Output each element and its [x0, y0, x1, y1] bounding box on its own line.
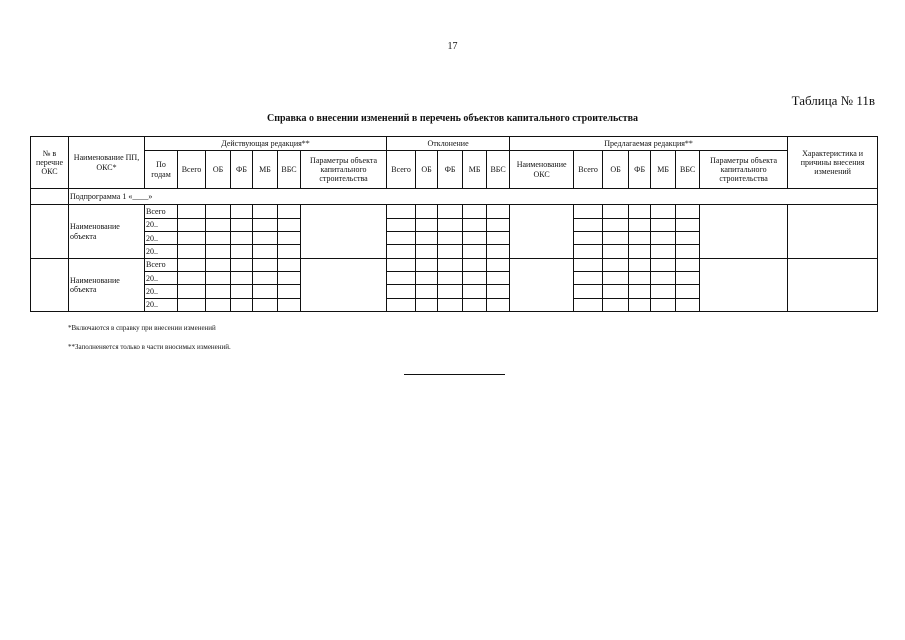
table-cell — [231, 245, 253, 258]
header-proposed-edition: Предлагаемая редакция** — [510, 137, 788, 151]
table-cell — [416, 258, 438, 271]
table-cell — [651, 232, 676, 245]
header-mb: МБ — [463, 151, 487, 189]
table-cell — [178, 245, 206, 258]
table-cell — [278, 258, 301, 271]
footnote: **Заполненяется только в части вносимых изменений. — [68, 343, 231, 351]
header-program-name: Наименование ПП, ОКС* — [69, 137, 145, 189]
header-characteristics: Характеристика и причины внесения изменений — [788, 137, 878, 189]
table-cell — [438, 205, 463, 218]
end-divider — [404, 374, 505, 375]
table-cell — [463, 232, 487, 245]
header-ob: ОБ — [416, 151, 438, 189]
table-cell — [629, 232, 651, 245]
header-mb: МБ — [253, 151, 278, 189]
table-cell — [487, 232, 510, 245]
table-cell — [438, 218, 463, 231]
table-cell — [278, 232, 301, 245]
table-cell — [438, 258, 463, 271]
table-cell — [487, 258, 510, 271]
table-cell — [278, 218, 301, 231]
header-total: Всего — [387, 151, 416, 189]
table-cell — [387, 232, 416, 245]
header-deviation: Отклонение — [387, 137, 510, 151]
table-cell — [387, 258, 416, 271]
table-cell — [416, 298, 438, 311]
table-cell — [206, 271, 231, 284]
table-cell — [629, 298, 651, 311]
table-cell — [676, 285, 700, 298]
table-cell — [253, 245, 278, 258]
table-cell — [206, 298, 231, 311]
table-cell — [676, 218, 700, 231]
table-cell — [253, 205, 278, 218]
table-cell — [231, 218, 253, 231]
table-cell — [387, 218, 416, 231]
table-cell — [676, 232, 700, 245]
table-cell — [416, 218, 438, 231]
characteristics-cell — [788, 205, 878, 258]
header-mb: МБ — [651, 151, 676, 189]
table-cell — [603, 298, 629, 311]
table-cell — [416, 205, 438, 218]
table-cell — [438, 245, 463, 258]
table-cell — [676, 205, 700, 218]
table-cell — [676, 245, 700, 258]
table-cell — [387, 205, 416, 218]
table-cell — [206, 258, 231, 271]
table-cell — [574, 245, 603, 258]
table-cell — [231, 298, 253, 311]
table-cell — [416, 245, 438, 258]
header-ob: ОБ — [603, 151, 629, 189]
table-cell — [603, 245, 629, 258]
table-cell — [603, 258, 629, 271]
table-cell — [463, 271, 487, 284]
table-cell — [438, 298, 463, 311]
table-cell — [463, 258, 487, 271]
header-vbs: ВБС — [487, 151, 510, 189]
table-cell — [31, 189, 69, 205]
current-params-cell — [301, 258, 387, 311]
table-cell — [574, 205, 603, 218]
table-cell — [253, 271, 278, 284]
table-cell — [676, 258, 700, 271]
table-cell — [387, 245, 416, 258]
table-cell — [387, 271, 416, 284]
table-cell — [676, 298, 700, 311]
table-cell — [574, 285, 603, 298]
table-cell — [463, 245, 487, 258]
table-cell — [487, 285, 510, 298]
header-vbs: ВБС — [676, 151, 700, 189]
table-cell — [463, 218, 487, 231]
table-cell — [416, 285, 438, 298]
table-cell — [178, 271, 206, 284]
table-cell — [629, 285, 651, 298]
header-params: Параметры объекта капитального строительства — [301, 151, 387, 189]
subprogram-label: Подпрограмма 1 «____» — [69, 189, 878, 205]
table-row — [31, 258, 878, 271]
table-cell — [278, 245, 301, 258]
header-fb: ФБ — [438, 151, 463, 189]
table-cell — [651, 258, 676, 271]
table-cell — [231, 285, 253, 298]
table-cell — [651, 218, 676, 231]
table-cell — [178, 298, 206, 311]
table-cell — [231, 205, 253, 218]
table-cell — [178, 218, 206, 231]
header-params: Параметры объекта капитального строительства — [700, 151, 788, 189]
page-number: 17 — [447, 41, 458, 52]
table-cell — [178, 205, 206, 218]
year-label: 20.. — [145, 285, 178, 298]
table-cell — [206, 232, 231, 245]
year-label: 20.. — [145, 298, 178, 311]
year-label: 20.. — [145, 271, 178, 284]
table-cell — [278, 271, 301, 284]
table-cell — [574, 298, 603, 311]
year-label: 20.. — [145, 232, 178, 245]
table-cell — [629, 271, 651, 284]
table-cell — [651, 205, 676, 218]
table-cell — [574, 218, 603, 231]
object-name: Наименование объекта — [69, 258, 145, 311]
table-cell — [651, 245, 676, 258]
table-cell — [416, 271, 438, 284]
subprogram-row — [31, 189, 878, 205]
table-cell — [574, 258, 603, 271]
table-cell — [603, 205, 629, 218]
object-name: Наименование объекта — [69, 205, 145, 258]
header-vbs: ВБС — [278, 151, 301, 189]
table-cell — [629, 245, 651, 258]
object-number-cell — [31, 258, 69, 311]
table-cell — [676, 271, 700, 284]
header-total: Всего — [178, 151, 206, 189]
table-cell — [603, 285, 629, 298]
table-cell — [629, 218, 651, 231]
table-cell — [253, 285, 278, 298]
table-cell — [463, 298, 487, 311]
table-cell — [651, 285, 676, 298]
object-number-cell — [31, 205, 69, 258]
table-cell — [387, 285, 416, 298]
table-row — [31, 205, 878, 218]
proposed-okc-name-cell — [510, 205, 574, 258]
header-number-in-list: № в перечне ОКС — [31, 137, 69, 189]
table-cell — [574, 271, 603, 284]
table-cell — [387, 298, 416, 311]
table-cell — [487, 218, 510, 231]
header-total: Всего — [574, 151, 603, 189]
proposed-params-cell — [700, 258, 788, 311]
table-cell — [438, 271, 463, 284]
table-cell — [487, 245, 510, 258]
header-okc-name: Наименование ОКС — [510, 151, 574, 189]
table-cell — [178, 258, 206, 271]
year-label: Всего — [145, 258, 178, 271]
table-cell — [463, 205, 487, 218]
header-fb: ФБ — [231, 151, 253, 189]
table-cell — [629, 205, 651, 218]
year-label: Всего — [145, 205, 178, 218]
table-cell — [438, 285, 463, 298]
table-cell — [253, 218, 278, 231]
characteristics-cell — [788, 258, 878, 311]
current-params-cell — [301, 205, 387, 258]
year-label: 20.. — [145, 218, 178, 231]
proposed-params-cell — [700, 205, 788, 258]
table-cell — [487, 298, 510, 311]
table-cell — [206, 218, 231, 231]
table-cell — [231, 271, 253, 284]
table-cell — [603, 271, 629, 284]
table-cell — [278, 298, 301, 311]
table-cell — [416, 232, 438, 245]
header-fb: ФБ — [629, 151, 651, 189]
proposed-okc-name-cell — [510, 258, 574, 311]
table-cell — [574, 232, 603, 245]
table-cell — [651, 298, 676, 311]
footnote: *Включаются в справку при внесении изменений — [68, 324, 216, 332]
document-title: Справка о внесении изменений в перечень объектов капитального строительства — [266, 113, 638, 124]
table-cell — [651, 271, 676, 284]
table-cell — [231, 258, 253, 271]
table-cell — [206, 285, 231, 298]
table-cell — [253, 232, 278, 245]
table-cell — [603, 218, 629, 231]
table-cell — [278, 285, 301, 298]
table-cell — [206, 205, 231, 218]
table-cell — [178, 285, 206, 298]
header-ob: ОБ — [206, 151, 231, 189]
table-cell — [253, 258, 278, 271]
table-cell — [231, 232, 253, 245]
table-cell — [278, 205, 301, 218]
header-by-years: По годам — [145, 151, 178, 189]
table-cell — [487, 271, 510, 284]
table-cell — [438, 232, 463, 245]
table-cell — [253, 298, 278, 311]
table-cell — [463, 285, 487, 298]
table-cell — [178, 232, 206, 245]
changes-table — [30, 136, 878, 312]
year-label: 20.. — [145, 245, 178, 258]
table-label: Таблица № 11в — [791, 93, 875, 108]
header-current-edition: Действующая редакция** — [145, 137, 387, 151]
table-cell — [603, 232, 629, 245]
table-cell — [629, 258, 651, 271]
table-cell — [206, 245, 231, 258]
table-cell — [487, 205, 510, 218]
